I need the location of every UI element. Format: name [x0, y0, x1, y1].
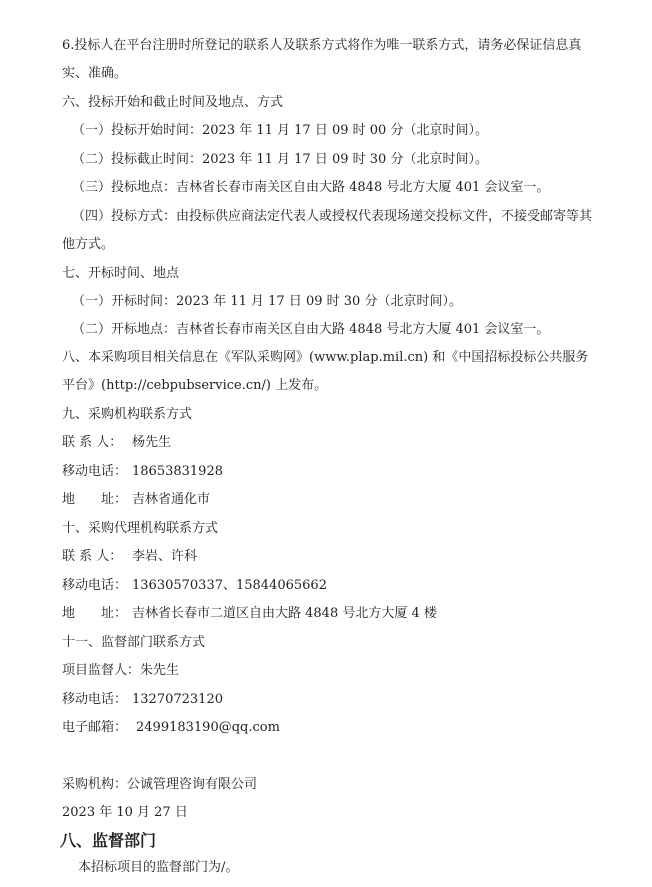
signature-org-row — [62, 777, 257, 793]
purchaser-contact-label: 联 系 人： — [62, 435, 123, 450]
section7-opening-time: （一）开标时间：2023 年 11 月 17 日 09 时 30 分（北京时间）。 — [72, 294, 462, 309]
purchaser-contact-row — [62, 435, 171, 451]
section10-title: 十、采购代理机构联系方式 — [62, 521, 219, 536]
supervision-phone-value: 13270723120 — [132, 692, 223, 707]
supervision-phone-label: 移动电话： — [62, 692, 128, 707]
signature-org-label: 采购机构： — [62, 777, 128, 792]
section6-bid-location: （三）投标地点：吉林省长春市南关区自由大路 4848 号北方大厦 401 会议室一。 — [72, 180, 550, 195]
signature-date: 2023 年 10 月 27 日 — [62, 805, 188, 820]
agency-address-row — [62, 606, 437, 622]
agency-phone-value: 13630570337、15844065662 — [132, 578, 327, 593]
section8-publication-line2: 平台》(http://cebpubservice.cn/) 上发布。 — [62, 378, 328, 393]
agency-phone-row — [62, 578, 327, 594]
purchaser-address-value: 吉林省通化市 — [132, 492, 211, 507]
section9-title: 九、采购机构联系方式 — [62, 407, 193, 422]
section7-opening-location: （二）开标地点：吉林省长春市南关区自由大路 4848 号北方大厦 401 会议室一。 — [72, 322, 550, 337]
item6-text-line2: 实、准确。 — [62, 66, 128, 81]
section11-title: 十一、监督部门联系方式 — [62, 635, 206, 650]
supervision-section-body: 本招标项目的监督部门为/。 — [78, 860, 239, 875]
section8-publication-line1: 八、本采购项目相关信息在《军队采购网》(www.plap.mil.cn) 和《中国招标投标公共服务 — [62, 350, 589, 365]
purchaser-phone-value: 18653831928 — [132, 464, 223, 479]
section7-title: 七、开标时间、地点 — [62, 266, 180, 281]
agency-contact-label: 联 系 人： — [62, 549, 123, 564]
agency-phone-label: 移动电话： — [62, 578, 128, 593]
supervision-section-heading: 八、监督部门 — [60, 831, 157, 850]
purchaser-phone-label: 移动电话： — [62, 464, 128, 479]
section6-title: 六、投标开始和截止时间及地点、方式 — [62, 95, 284, 110]
supervision-email-row — [62, 720, 280, 736]
agency-address-label: 地 址： — [62, 606, 128, 621]
section6-bid-method-line1: （四）投标方式：由投标供应商法定代表人或授权代表现场递交投标文件，不接受邮寄等其 — [72, 209, 593, 224]
supervision-phone-row — [62, 692, 223, 708]
agency-contact-value: 李岩、许科 — [132, 549, 198, 564]
purchaser-address-row — [62, 492, 210, 508]
section6-bid-method-line2: 他方式。 — [62, 237, 115, 252]
supervisor-row — [62, 663, 179, 679]
item6-text-line1: 6.投标人在平台注册时所登记的联系人及联系方式将作为唯一联系方式，请务必保证信息真 — [62, 38, 582, 53]
supervision-email-label: 电子邮箱： — [62, 720, 128, 735]
purchaser-contact-value: 杨先生 — [132, 435, 172, 450]
supervision-email-value: 2499183190@qq.com — [136, 720, 280, 735]
purchaser-address-label: 地 址： — [62, 492, 128, 507]
supervisor-value: 朱先生 — [140, 663, 180, 678]
agency-address-value: 吉林省长春市二道区自由大路 4848 号北方大厦 4 楼 — [132, 606, 437, 621]
signature-org-value: 公诚管理咨询有限公司 — [127, 777, 258, 792]
purchaser-phone-row — [62, 464, 223, 480]
section6-bid-deadline: （二）投标截止时间：2023 年 11 月 17 日 09 时 30 分（北京时间）。 — [72, 152, 488, 167]
agency-contact-row — [62, 549, 197, 565]
supervisor-label: 项目监督人： — [62, 663, 141, 678]
section6-bid-start-time: （一）投标开始时间：2023 年 11 月 17 日 09 时 00 分（北京时间）。 — [72, 123, 488, 138]
